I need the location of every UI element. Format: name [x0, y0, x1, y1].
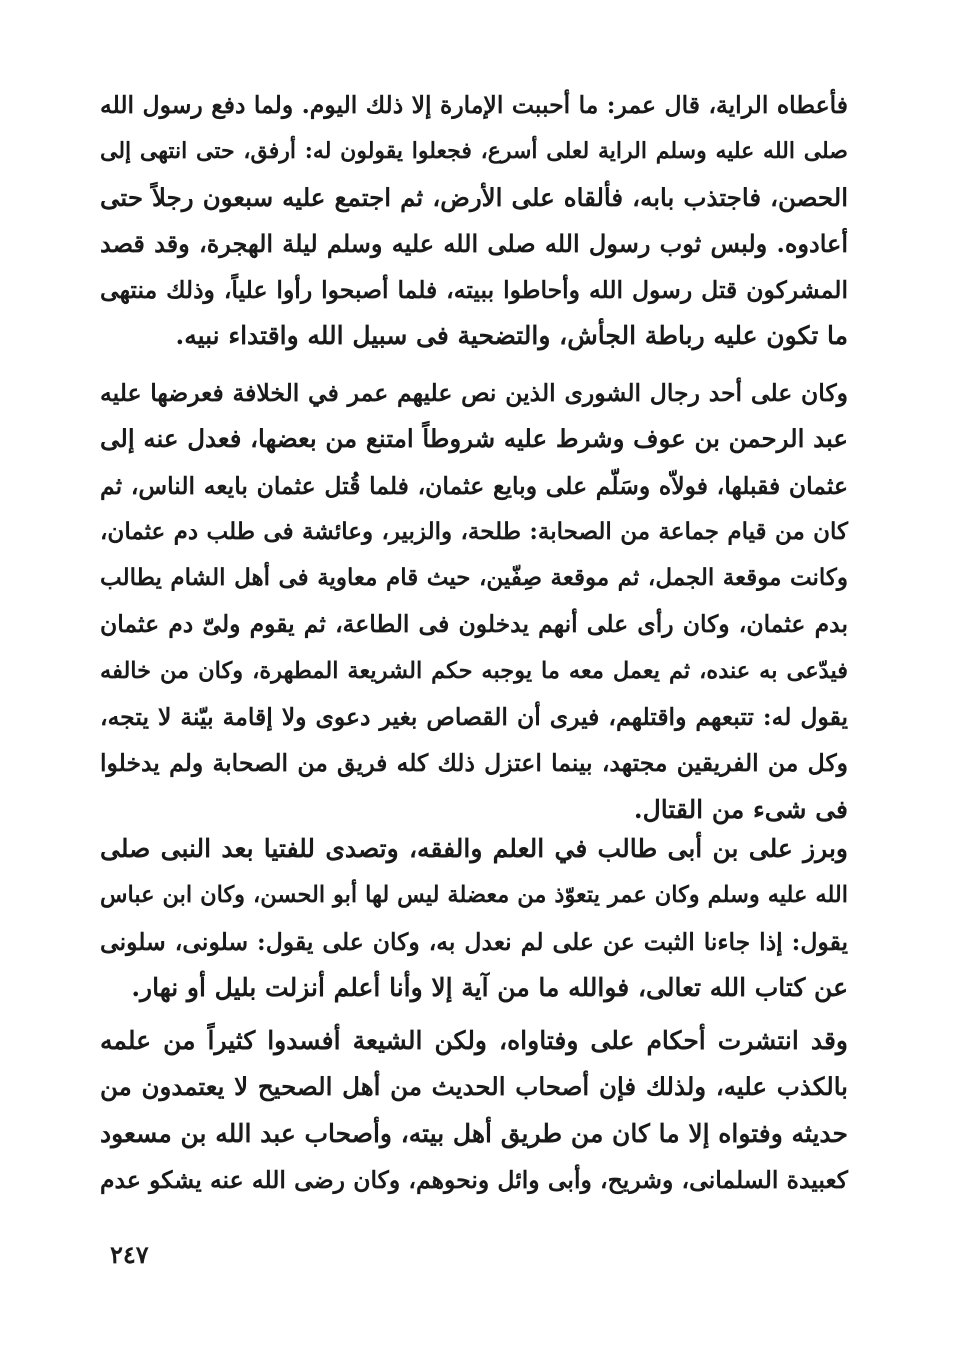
text-line: يقول له: تتبعهم واقتلهم، فيرى أن القصاص بغير دعوى ولا إقامة بيّنة لا يتجه، [100, 703, 848, 732]
text-line: فأعطاه الراية، قال عمر: ما أحببت الإمارة إلا ذلك اليوم. ولما دفع رسول الله [100, 91, 848, 119]
text-line: وكانت موقعة الجمل، ثم موقعة صِفّين، حيث قام معاوية فى أهل الشام يطالب [100, 564, 848, 592]
text-line: ما تكون عليه رباطة الجأش، والتضحية فى سبيل الله واقتداء نبيه. [175, 321, 848, 351]
paragraph-1 [100, 82, 848, 360]
text-line: الحصن، فاجتذب بابه، فألقاه على الأرض، ثم اجتمع عليه سبعون رجلاً حتى [100, 182, 848, 212]
text-line: وكان على أحد رجال الشورى الذين نص عليهم عمر في الخلافة فعرضها عليه [100, 379, 848, 407]
page-number: ٢٤٧ [110, 1240, 149, 1269]
text-line: بدم عثمان، وكان رأى على أنهم يدخلون فى الطاعة، ثم يقوم ولىّ دم عثمان [100, 610, 848, 639]
text-line: وقد انتشرت أحكام على وفتاواه، ولكن الشيعة أفسدوا كثيراً من علمه [100, 1026, 848, 1055]
text-line: الله عليه وسلم وكان عمر يتعوّذ من معضلة ليس لها أبو الحسن، وكان ابن عباس [100, 882, 848, 909]
text-line: حديثه وفتواه إلا ما كان من طريق أهل بيته، وأصحاب عبد الله بن مسعود [100, 1118, 848, 1148]
text-line: صلى الله عليه وسلم الراية لعلى أسرع، فجعلوا يقولون له: أرفق، حتى انتهى إلى [100, 138, 848, 165]
text-line: كعبيدة السلمانى، وشريح، وأبى وائل ونحوهم، وكان رضى الله عنه يشكو عدم [100, 1165, 848, 1194]
text-line: فيدّعى به عنده، ثم يعمل معه ما يوجبه حكم الشريعة المطهرة، وكان من خالفه [100, 657, 848, 684]
text-line: وكل من الفريقين مجتهد، بينما اعتزل ذلك كله فريق من الصحابة ولم يدخلوا [100, 749, 848, 778]
text-line: المشركون قتل رسول الله وأحاطوا ببيته، فلما أصبحوا رأوا علياً، وذلك منتهى [100, 276, 848, 305]
text-line: وبرز على بن أبى طالب في العلم والفقه، وتصدى للفتيا بعد النبى صلى [100, 834, 848, 863]
text-line: فى شىء من القتال. [633, 794, 848, 824]
text-line: بالكذب عليه، ولذلك فإن أصحاب الحديث من أهل الصحيح لا يعتمدون من [100, 1072, 848, 1102]
text-line: أعادوه. ولبس ثوب رسول الله صلى الله عليه وسلم ليلة الهجرة، وقد قصد [100, 228, 848, 258]
text-line: عثمان فقبلها، فولاّه وسَلّم على وبايع عثمان، فلما قُتل عثمان بايعه الناس، ثم [100, 471, 848, 500]
text-line: عن كتاب الله تعالى، فوالله ما من آية إلا وأنا أعلم أنزلت بليل أو نهار. [131, 972, 848, 1002]
text-line: عبد الرحمن بن عوف وشرط عليه شروطاً امتنع من بعضها، فعدل عنه إلى [100, 424, 848, 454]
paragraph-4 [100, 1018, 848, 1203]
paragraph-2 [100, 370, 848, 833]
text-line: كان من قيام جماعة من الصحابة: طلحة، والزبير، وعائشة فى طلب دم عثمان، [100, 517, 848, 545]
paragraph-3 [100, 826, 848, 1011]
text-line: يقول: إذا جاءنا الثبت عن على لم نعدل به، وكان على يقول: سلونى، سلونى [100, 927, 848, 956]
